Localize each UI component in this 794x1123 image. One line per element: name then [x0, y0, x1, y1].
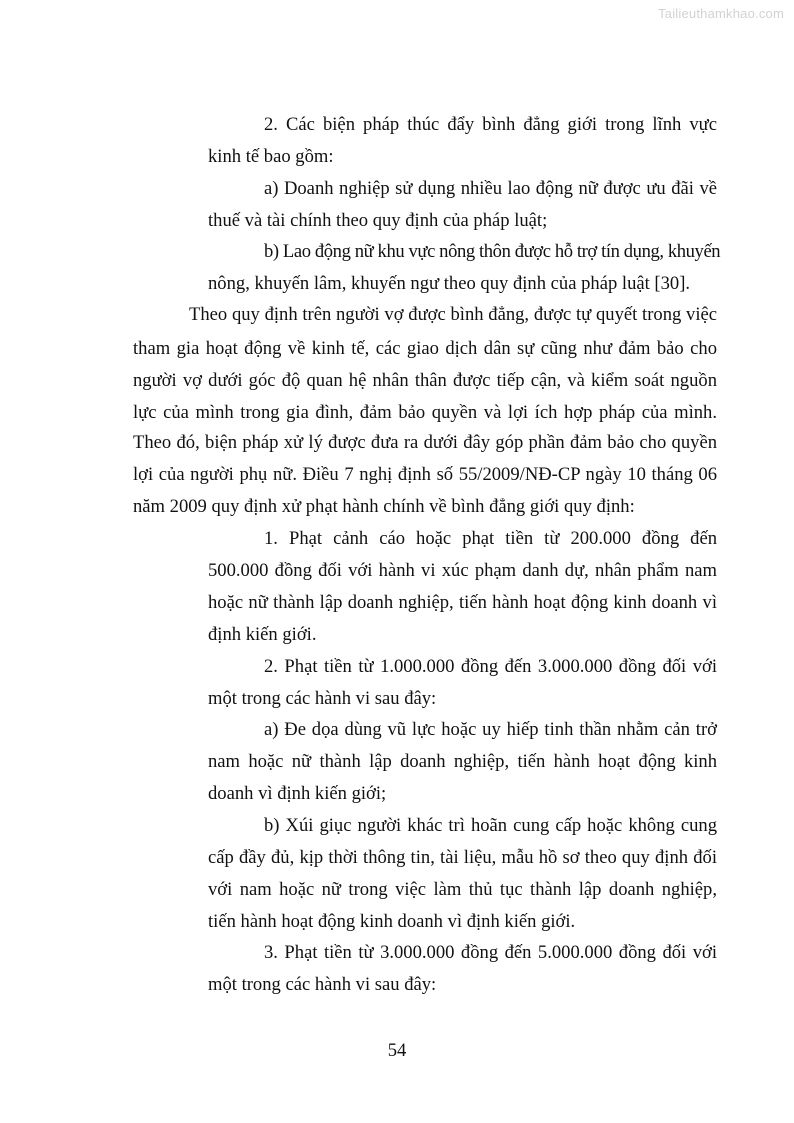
quote-line: 1. Phạt cảnh cáo hoặc phạt tiền từ 200.000 đồng đến: [264, 528, 717, 549]
quote-line: một trong các hành vi sau đây:: [208, 688, 437, 709]
body-line: Theo đó, biện pháp xử lý được đưa ra dưới đây góp phần đảm bảo cho quyền: [133, 432, 717, 453]
quote-line: 3. Phạt tiền từ 3.000.000 đồng đến 5.000.000 đồng đối với: [264, 942, 717, 963]
quote-line: 2. Phạt tiền từ 1.000.000 đồng đến 3.000.000 đồng đối với: [264, 656, 717, 677]
quote-line: định kiến giới.: [208, 624, 317, 645]
quote-line: tiến hành hoạt động kinh doanh vì định kiến giới.: [208, 911, 576, 932]
quote-line: b) Lao động nữ khu vực nông thôn được hỗ trợ tín dụng, khuyến: [264, 241, 721, 262]
body-line: người vợ dưới góc độ quan hệ nhân thân được tiếp cận, và kiểm soát nguồn: [133, 370, 717, 391]
watermark-text: Tailieuthamkhao.com: [658, 6, 784, 21]
body-line: lực của mình trong gia đình, đảm bảo quyền và lợi ích hợp pháp của mình.: [133, 402, 717, 423]
quote-line: với nam hoặc nữ trong việc làm thủ tục thành lập doanh nghiệp,: [208, 879, 717, 900]
page-number: 54: [387, 1040, 407, 1061]
quote-line: a) Doanh nghiệp sử dụng nhiều lao động nữ được ưu đãi về: [264, 178, 717, 199]
quote-line: hoặc nữ thành lập doanh nghiệp, tiến hành hoạt động kinh doanh vì: [208, 592, 717, 613]
quote-line: một trong các hành vi sau đây:: [208, 974, 437, 995]
quote-line: doanh vì định kiến giới;: [208, 783, 387, 804]
quote-line: 500.000 đồng đối với hành vi xúc phạm danh dự, nhân phẩm nam: [208, 560, 717, 581]
quote-line: nam hoặc nữ thành lập doanh nghiệp, tiến hành hoạt động kinh: [208, 751, 717, 772]
quote-line: 2. Các biện pháp thúc đẩy bình đẳng giới trong lĩnh vực: [264, 114, 717, 135]
body-line: năm 2009 quy định xử phạt hành chính về bình đẳng giới quy định:: [133, 496, 635, 517]
quote-line: nông, khuyến lâm, khuyến ngư theo quy định của pháp luật [30].: [208, 273, 691, 294]
quote-line: b) Xúi giục người khác trì hoãn cung cấp hoặc không cung: [264, 815, 717, 836]
quote-line: kinh tế bao gồm:: [208, 146, 334, 167]
body-line: Theo quy định trên người vợ được bình đẳng, được tự quyết trong việc: [189, 304, 717, 325]
body-line: lợi của người phụ nữ. Điều 7 nghị định số 55/2009/NĐ-CP ngày 10 tháng 06: [133, 464, 717, 485]
quote-line: thuế và tài chính theo quy định của pháp luật;: [208, 210, 548, 231]
body-line: tham gia hoạt động về kinh tế, các giao dịch dân sự cũng như đảm bảo cho: [133, 338, 717, 359]
quote-line: a) Đe dọa dùng vũ lực hoặc uy hiếp tinh thần nhằm cản trở: [264, 719, 717, 740]
quote-line: cấp đầy đủ, kịp thời thông tin, tài liệu, mẫu hồ sơ theo quy định đối: [208, 847, 717, 868]
